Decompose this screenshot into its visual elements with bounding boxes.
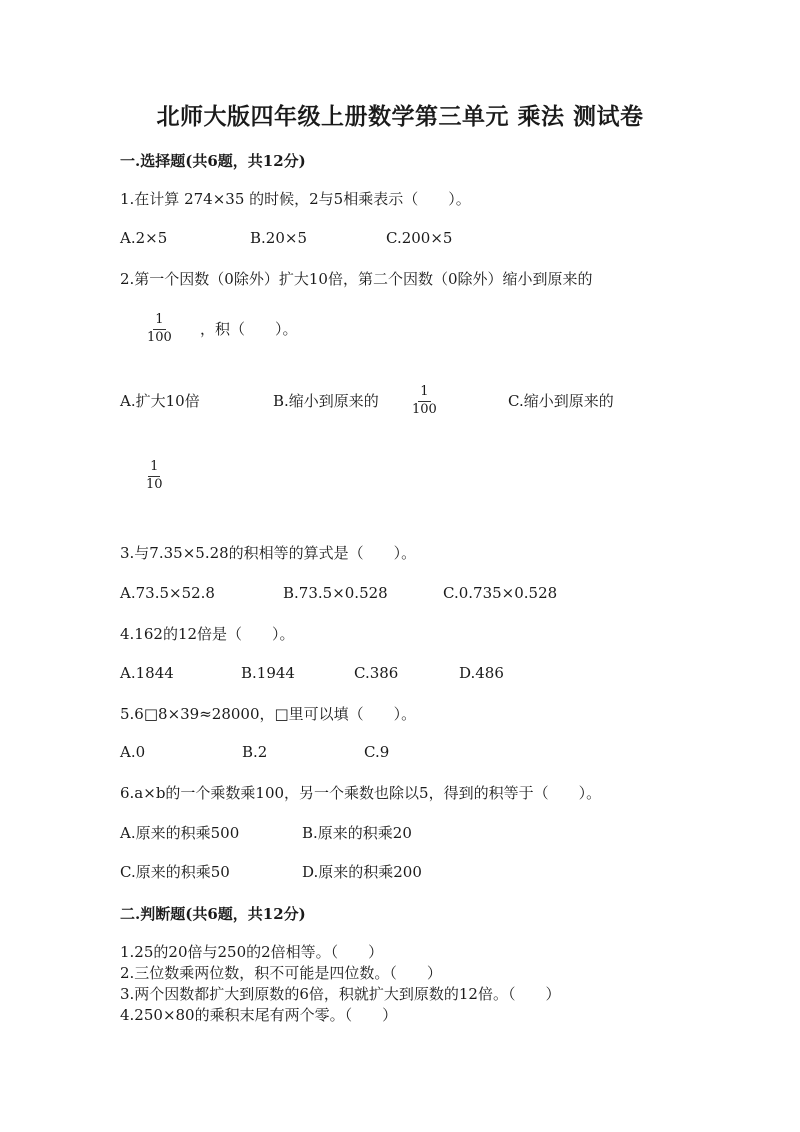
question-6-text: 6.a×b的一个乘数乘100，另一个乘数也除以5，得到的积等于（ ）。 (120, 784, 602, 802)
question-3-option-a: A.73.5×52.8 (120, 584, 215, 602)
question-2-option-a: A.扩大10倍 (120, 392, 200, 410)
question-2-option-c: C.缩小到原来的 (508, 392, 614, 410)
question-5-option-b: B.2 (242, 743, 268, 761)
question-2-option-b-fraction (410, 385, 439, 418)
fraction-numerator: 1 (418, 385, 430, 402)
question-2-text-line1: 2.第一个因数（0除外）扩大10倍，第二个因数（0除外）缩小到原来的 (120, 270, 593, 288)
question-4-option-a: A.1844 (120, 664, 174, 682)
question-3-option-b: B.73.5×0.528 (283, 584, 388, 602)
question-1-option-c: C.200×5 (386, 229, 453, 247)
fraction-denominator: 100 (147, 329, 172, 345)
section-heading-choice: 一.选择题(共6题，共12分) (120, 152, 306, 170)
question-6-option-b: B.原来的积乘20 (302, 824, 412, 842)
fraction-denominator: 10 (146, 476, 163, 492)
question-3-text: 3.与7.35×5.28的积相等的算式是（ ）。 (120, 544, 417, 562)
question-4-option-d: D.486 (459, 664, 504, 682)
page-title: 北师大版四年级上册数学第三单元 乘法 测试卷 (156, 103, 644, 130)
fraction-denominator: 100 (412, 401, 437, 417)
question-2-option-b: B.缩小到原来的 (273, 392, 379, 410)
question-2-option-c-fraction (144, 460, 165, 493)
fraction-numerator: 1 (153, 313, 165, 330)
question-2-text-line2: ，积（ ）。 (200, 320, 298, 338)
judgment-item-4: 4.250×80的乘积末尾有两个零。（ ） (120, 1006, 398, 1024)
question-1-option-a: A.2×5 (120, 229, 168, 247)
question-6-option-d: D.原来的积乘200 (302, 863, 422, 881)
question-4-text: 4.162的12倍是（ ）。 (120, 625, 295, 643)
question-3-option-c: C.0.735×0.528 (443, 584, 558, 602)
section-heading-judgment: 二.判断题(共6题，共12分) (120, 905, 306, 923)
question-4-option-c: C.386 (354, 664, 399, 682)
question-6-option-c: C.原来的积乘50 (120, 863, 230, 881)
question-6-option-a: A.原来的积乘500 (120, 824, 240, 842)
judgment-item-1: 1.25的20倍与250的2倍相等。（ ） (120, 943, 384, 961)
question-5-text: 5.6□8×39≈28000，□里可以填（ ）。 (120, 705, 417, 723)
question-1-option-b: B.20×5 (250, 229, 307, 247)
fraction-numerator: 1 (148, 460, 160, 477)
judgment-item-2: 2.三位数乘两位数，积不可能是四位数。（ ） (120, 964, 442, 982)
judgment-item-3: 3.两个因数都扩大到原数的6倍，积就扩大到原数的12倍。（ ） (120, 985, 561, 1003)
question-5-option-c: C.9 (364, 743, 390, 761)
question-5-option-a: A.0 (120, 743, 146, 761)
question-4-option-b: B.1944 (241, 664, 295, 682)
question-2-fraction (145, 313, 174, 346)
question-1-text: 1.在计算 274×35 的时候，2与5相乘表示（ ）。 (120, 190, 471, 208)
